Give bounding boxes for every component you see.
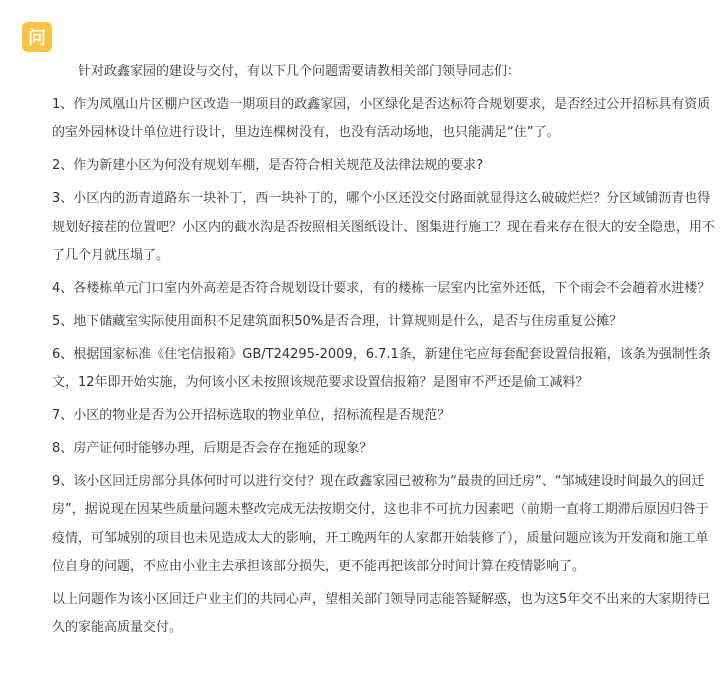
closing-paragraph: 以上问题作为该小区回迁户业主们的共同心声，望相关部门领导同志能答疑解惑，也为这5年交不出来的大家期待已久的家能高质量交付。 <box>52 591 711 636</box>
question-1: 1、作为凤凰山片区棚户区改造一期项目的政鑫家园，小区绿化是否达标符合规划要求，是否经过公开招标具有资质的室外园林设计单位进行设计，里边连棵树没有，也没有活动场地，也只能满足“住”了。 <box>52 96 711 141</box>
question-6: 6、根据国家标准《住宅信报箱》GB/T24295-2009，6.7.1条，新建住宅应每套配套设置信报箱，该条为强制性条文，12年即开始实施，为何该小区未按照该规范要求设置信报箱？是图审不严还是偷工减料？ <box>52 346 711 391</box>
question-3: 3、小区内的沥青道路东一块补丁，西一块补丁的，哪个小区还没交付路面就显得这么破破烂烂？分区域铺沥青也得规划好接茬的位置吧？小区内的截水沟是否按照相关图纸设计、图集进行施工？现在看来存在很大的安全隐患，用不了几个月就压塌了。 <box>52 191 716 263</box>
question-badge-icon: 问 <box>22 22 52 52</box>
question-2: 2、作为新建小区为何没有规划车棚，是否符合相关规范及法律法规的要求? <box>52 158 484 174</box>
question-9: 9、该小区回迁房部分具体何时可以进行交付？现在政鑫家园已被称为“最贵的回迁房”、“邹城建设时间最久的回迁房”，据说现在因某些质量问题未整改完成无法按期交付，这也非不可抗力因素吧（前期一直将工期滞后原因归咎于疫情，可邹城别的项目也未见造成太大的影响，开工晚两年的人家都开始装修了），质量问题应该为开发商和施工单位自身的问题，不应由小业主去承担该部分损失，更不能再把该部分时间计算在疫情影响了。 <box>52 473 709 574</box>
question-5: 5、地下储藏室实际使用面积不足建筑面积50%是否合理，计算规则是什么，是否与住房重复公摊？ <box>52 313 623 329</box>
question-8: 8、房产证何时能够办理，后期是否会存在拖延的现象？ <box>52 440 373 456</box>
question-4: 4、各楼栋单元门口室内外高差是否符合规划设计要求，有的楼栋一层室内比室外还低，下个雨会不会趟着水进楼？ <box>52 280 711 296</box>
post-content <box>52 58 716 647</box>
question-7: 7、小区的物业是否为公开招标选取的物业单位，招标流程是否规范？ <box>52 407 451 423</box>
intro-paragraph: 针对政鑫家园的建设与交付，有以下几个问题需要请教相关部门领导同志们： <box>78 64 521 79</box>
